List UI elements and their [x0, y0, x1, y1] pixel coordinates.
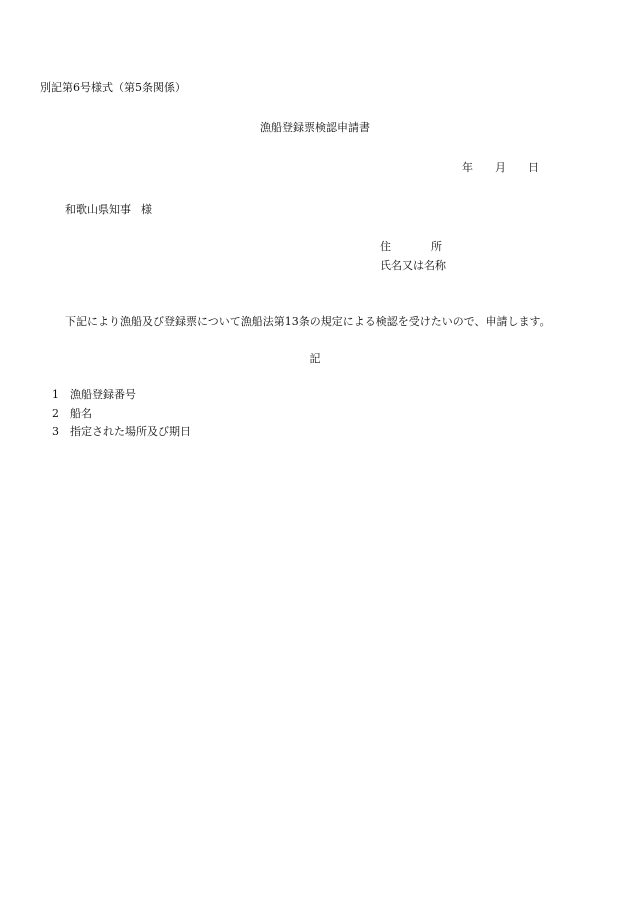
item-number: 3 [52, 425, 59, 438]
address-label-char-2: 所 [431, 240, 442, 253]
applicant-address-label [380, 240, 442, 254]
addressee-honorific: 様 [141, 203, 152, 216]
item-list [52, 388, 191, 444]
list-item [52, 407, 191, 426]
date-month-label: 月 [495, 161, 506, 174]
form-reference: 別記第6号様式（第5条関係） [40, 81, 186, 94]
item-number: 1 [52, 388, 59, 401]
addressee [65, 203, 152, 217]
applicant-name-label: 氏名又は名称 [380, 259, 446, 272]
address-label-char-1: 住 [380, 240, 391, 253]
document-title: 漁船登録票検認申請書 [260, 121, 370, 134]
item-label: 船名 [70, 406, 92, 420]
item-label: 指定された場所及び期日 [70, 425, 191, 438]
list-item [52, 388, 191, 407]
addressee-name: 和歌山県知事 [65, 203, 131, 216]
date-day-label: 日 [528, 161, 539, 174]
date-year-label: 年 [462, 161, 473, 174]
list-item [52, 425, 191, 444]
date-line [462, 161, 539, 175]
application-statement: 下記により漁船及び登録票について漁船法第13条の規定による検認を受けたいので、申請します。 [65, 315, 551, 328]
item-label: 漁船登録番号 [70, 388, 136, 401]
item-number: 2 [52, 406, 59, 420]
ki-heading: 記 [309, 352, 321, 365]
